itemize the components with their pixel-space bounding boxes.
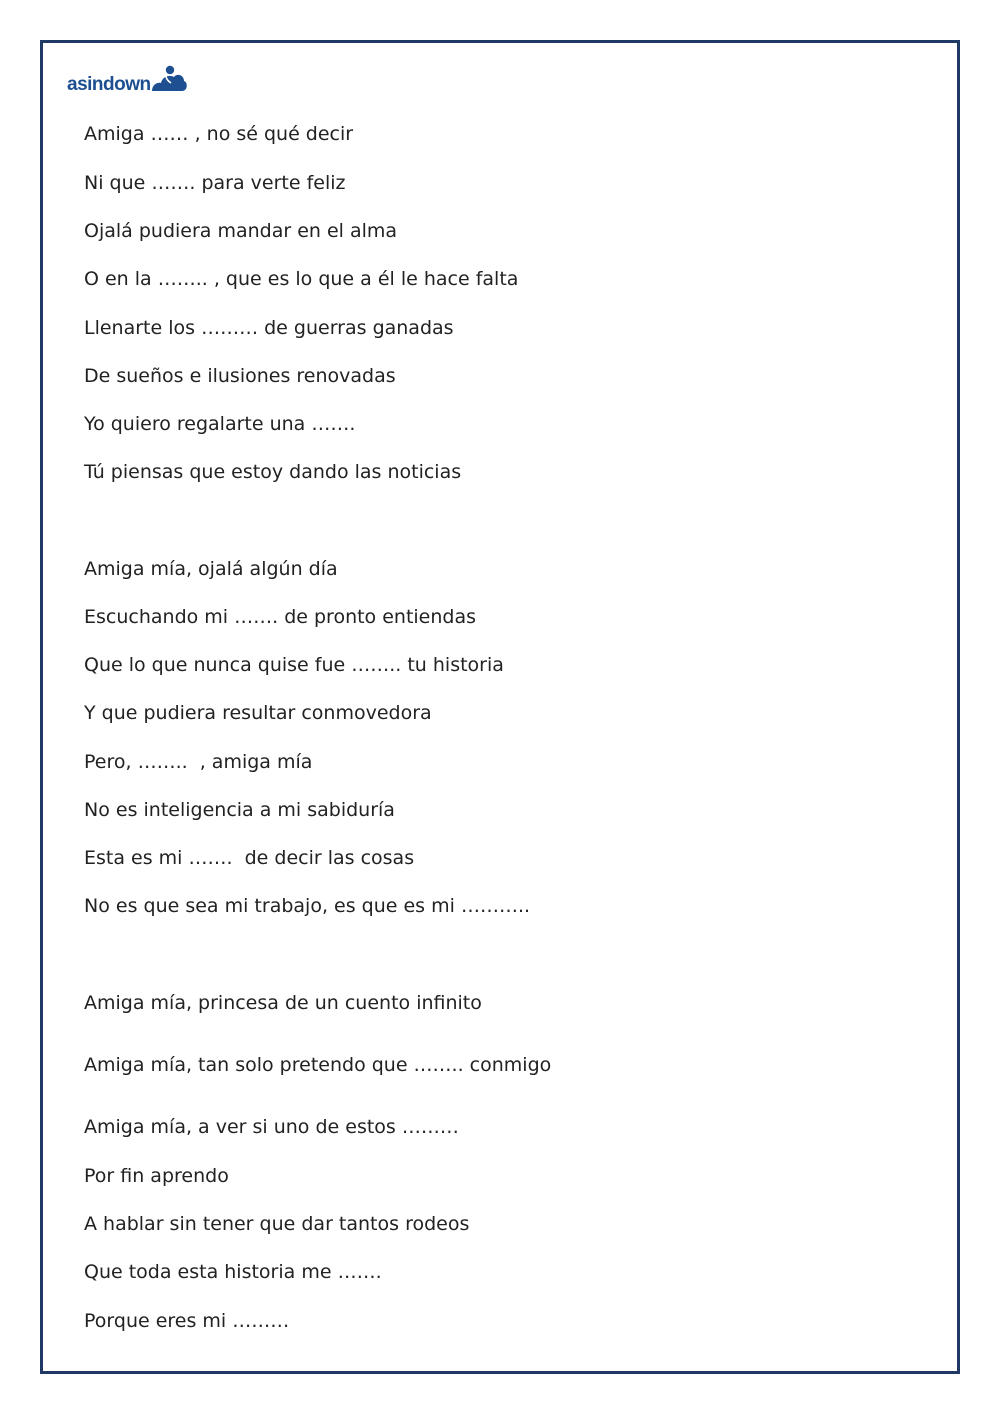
lyric-line: Ojalá pudiera mandar en el alma: [84, 220, 398, 242]
lyric-line: De sueños e ilusiones renovadas: [84, 365, 396, 387]
lyric-line: Que lo que nunca quise fue …….. tu historia: [84, 654, 504, 676]
logo-text: asindown: [67, 74, 151, 95]
lyric-line: A hablar sin tener que dar tantos rodeos: [84, 1213, 470, 1235]
lyric-line: No es que sea mi trabajo, es que es mi ………..: [84, 895, 531, 917]
lyric-line: Ni que ……. para verte feliz: [84, 172, 346, 194]
lyric-line: Que toda esta historia me …….: [84, 1261, 382, 1283]
worksheet-frame: [40, 40, 960, 1374]
lyric-line: Tú piensas que estoy dando las noticias: [84, 461, 462, 483]
lyric-line: No es inteligencia a mi sabiduría: [84, 799, 395, 821]
lyric-line: Llenarte los ……… de guerras ganadas: [84, 317, 454, 339]
lyric-line: Esta es mi ……. de decir las cosas: [84, 847, 415, 869]
asindown-logo: [67, 61, 188, 97]
cloud-figure-icon: [148, 61, 188, 97]
lyric-line: Amiga mía, a ver si uno de estos ………: [84, 1116, 459, 1138]
lyric-line: Y que pudiera resultar conmovedora: [84, 702, 432, 724]
lyric-line: Amiga mía, ojalá algún día: [84, 558, 338, 580]
lyric-line: Por fin aprendo: [84, 1165, 229, 1187]
lyric-line: Escuchando mi ……. de pronto entiendas: [84, 606, 477, 628]
lyric-line: Amiga …… , no sé qué decir: [84, 123, 354, 145]
lyric-line: Yo quiero regalarte una …….: [84, 413, 356, 435]
lyric-line: Amiga mía, princesa de un cuento infinito: [84, 992, 482, 1014]
lyric-line: Amiga mía, tan solo pretendo que …….. conmigo: [84, 1054, 552, 1076]
lyric-line: Porque eres mi ………: [84, 1310, 290, 1332]
lyric-line: Pero, …….. , amiga mía: [84, 751, 313, 773]
lyric-line: O en la …….. , que es lo que a él le hace falta: [84, 268, 519, 290]
